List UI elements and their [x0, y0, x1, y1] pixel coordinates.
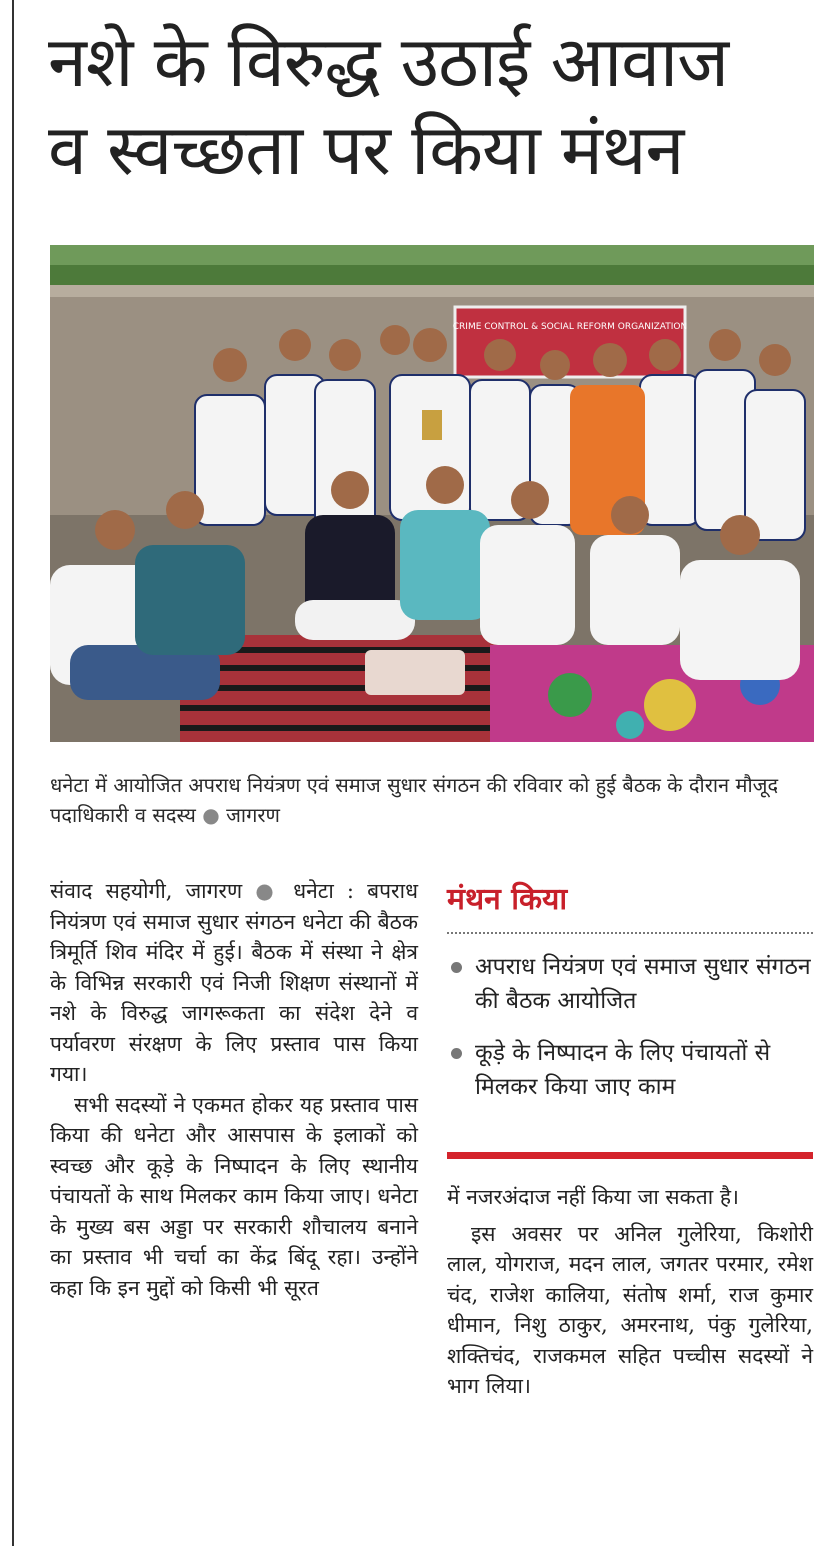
article-paragraph-2: सभी सदस्यों ने एकमत होकर यह प्रस्ताव पास किया की धनेटा और आसपास के इलाकों को स्वच्छ और कूड़े के निष्पादन के लिए स्थानीय पंचायतों के साथ मिलकर काम किया जाए। धनेटा के मुख्य बस अड्डा पर सरकारी शौचालय बनाने का प्रस्ताव भी चर्चा का केंद्र बिंदू रहा। उन्होंने कहा कि इन मुद्दों को किसी भी सूरत — [50, 1092, 418, 1300]
headline-line-1: नशे के विरुद्ध उठाई आवाज — [48, 21, 729, 103]
group-photo — [50, 245, 814, 742]
highlight-item-text: कूड़े के निष्पादन के लिए पंचायतों से मिलकर किया जाए काम — [475, 1040, 771, 1100]
article-paragraph-3: इस अवसर पर अनिल गुलेरिया, किशोरी लाल, योगराज, मदन लाल, जगतर परमार, रमेश चंद, राजेश कालिया, संतोष शर्मा, राज कुमार धीमान, निशु ठाकुर, अमरनाथ, पंकु गुलेरिया, शक्तिचंद, राजकमल सहित पच्चीस सदस्यों ने भाग लिया। — [447, 1221, 813, 1398]
dateline-source: संवाद सहयोगी, जागरण — [50, 879, 243, 903]
highlights-red-rule — [447, 1152, 813, 1159]
caption-text: धनेटा में आयोजित अपराध नियंत्रण एवं समाज सुधार संगठन की रविवार को हुई बैठक के दौरान मौजूद पदाधिकारी व सदस्य — [50, 773, 779, 827]
headline — [48, 18, 818, 194]
bullet-icon — [451, 1048, 462, 1059]
banner-text: CRIME CONTROL & SOCIAL REFORM ORGANIZATION — [452, 322, 688, 332]
headline-line-2: व स्वच्छता पर किया मंथन — [48, 109, 684, 191]
dateline-bullet-icon: ● — [255, 879, 294, 903]
page-edge-line — [12, 0, 14, 1546]
highlights-box — [447, 880, 813, 1122]
highlight-item — [447, 950, 813, 1018]
article-paragraph-2-continued: में नजरअंदाज नहीं किया जा सकता है। — [447, 1185, 739, 1209]
group-photo-illustration — [50, 245, 814, 742]
caption-credit: जागरण — [226, 803, 280, 827]
highlights-divider — [447, 932, 813, 934]
photo-caption — [50, 770, 816, 830]
dateline-place: धनेटा : — [293, 879, 354, 903]
article-paragraph-1 — [50, 876, 418, 1090]
bullet-icon — [451, 962, 462, 973]
article-column-left — [50, 876, 418, 1303]
highlights-title: मंथन किया — [447, 882, 568, 917]
caption-bullet-icon: ● — [202, 803, 227, 827]
highlight-item-text: अपराध नियंत्रण एवं समाज सुधार संगठन की बैठक आयोजित — [475, 954, 811, 1014]
article-column-right — [447, 1182, 813, 1402]
highlight-item — [447, 1036, 813, 1104]
article-para-1-text: बपराध नियंत्रण एवं समाज सुधार संगठन धनेटा की बैठक त्रिमूर्ति शिव मंदिर में हुई। बैठक में संस्था ने क्षेत्र के विभिन्न सरकारी एवं निजी शिक्षण संस्थानों में नशे के विरुद्ध जागरूकता का संदेश देने व पर्यावरण संरक्षण के लिए प्रस्ताव पास किया गया। — [50, 879, 418, 1086]
